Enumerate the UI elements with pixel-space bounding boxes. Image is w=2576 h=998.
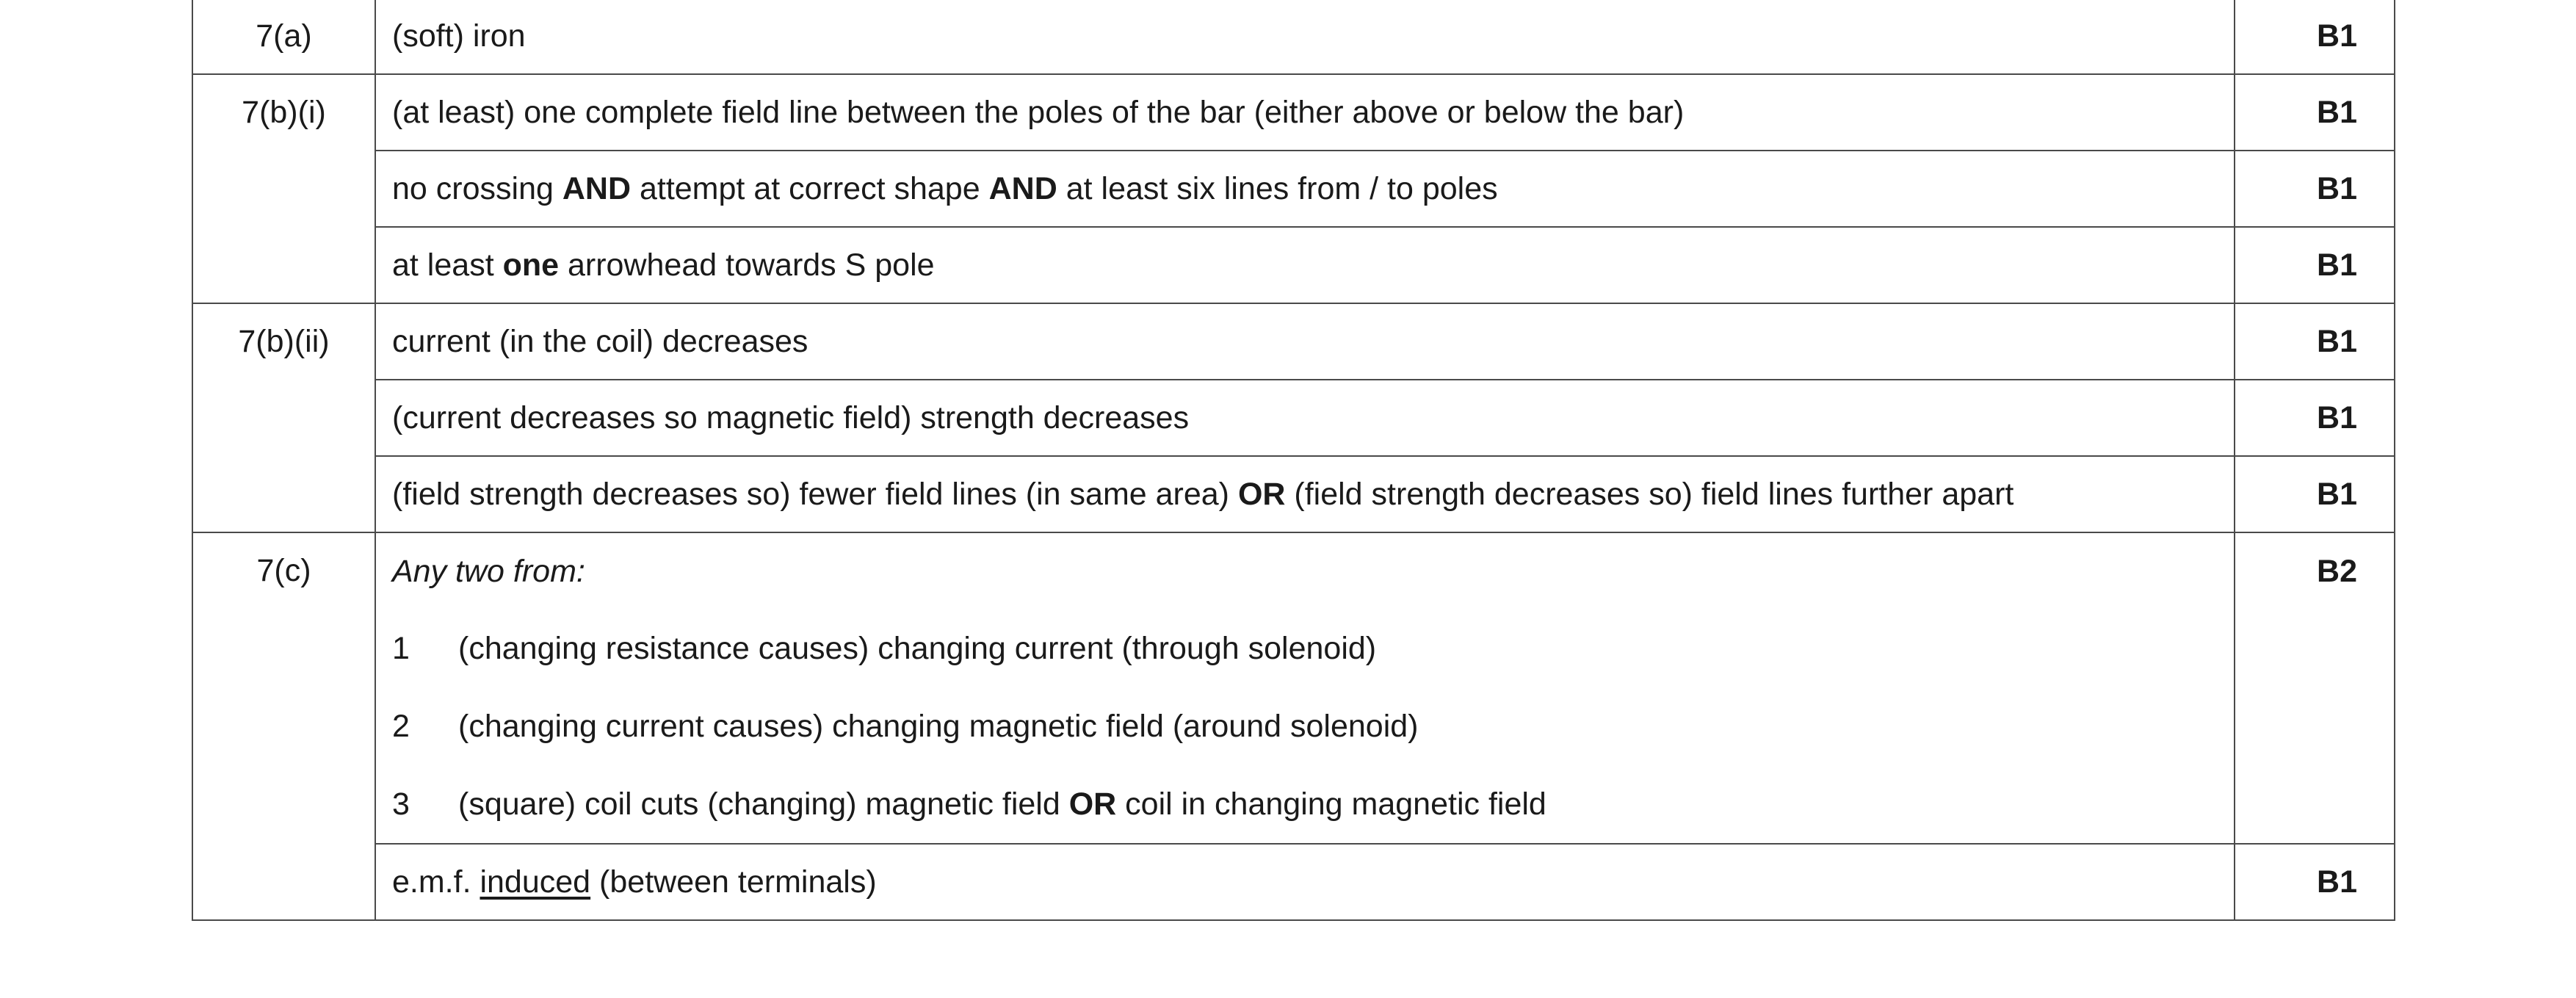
table-row xyxy=(192,303,2395,380)
table-row xyxy=(192,227,2395,303)
answer-text: (at least) one complete field line between the poles of the bar (either above or below the bar) xyxy=(392,95,1685,130)
answer-text: (soft) iron xyxy=(392,18,526,54)
answer-text: (current decreases so magnetic field) strength decreases xyxy=(392,400,1190,435)
mark-scheme-table xyxy=(192,0,2395,921)
question-number: 7(c) xyxy=(192,532,375,920)
mark-cell: B1 xyxy=(2235,0,2395,74)
table-row xyxy=(192,151,2395,227)
answer-cell xyxy=(375,456,2235,532)
answer-cell xyxy=(375,844,2235,920)
mark-scheme-page xyxy=(192,0,2394,921)
answer-text-part: arrowhead towards S pole xyxy=(559,247,935,283)
mark-cell: B2 xyxy=(2235,532,2395,844)
answer-text-part: coil in changing magnetic field xyxy=(1116,787,1546,822)
question-number: 7(b)(i) xyxy=(192,74,375,303)
list-number: 1 xyxy=(392,631,410,666)
table-row xyxy=(192,532,2395,844)
answer-text-part: no crossing xyxy=(392,171,562,206)
list-item xyxy=(392,610,2234,687)
mark-cell: B1 xyxy=(2235,456,2395,532)
answer-text-part: at least six lines from / to poles xyxy=(1057,171,1498,206)
question-number: 7(a) xyxy=(192,0,375,74)
answer-text xyxy=(392,171,1498,206)
list-number: 2 xyxy=(392,709,410,744)
answer-text-part: (square) coil cuts (changing) magnetic field xyxy=(458,787,1069,822)
keyword-and: AND xyxy=(988,171,1057,206)
answer-cell xyxy=(375,380,2235,456)
answer-cell xyxy=(375,151,2235,227)
mark-cell: B1 xyxy=(2235,844,2395,920)
keyword-or: OR xyxy=(1237,477,1286,512)
answer-cell xyxy=(375,532,2235,844)
answer-cell xyxy=(375,303,2235,380)
question-number: 7(b)(ii) xyxy=(192,303,375,532)
table-row xyxy=(192,0,2395,74)
keyword-induced: induced xyxy=(480,864,591,900)
table-row xyxy=(192,74,2395,151)
keyword-and: AND xyxy=(562,171,632,206)
answer-text xyxy=(392,247,935,283)
answer-cell xyxy=(375,74,2235,151)
mark-cell: B1 xyxy=(2235,74,2395,151)
keyword-or: OR xyxy=(1068,787,1117,822)
answer-text xyxy=(392,477,2014,512)
mark-cell: B1 xyxy=(2235,303,2395,380)
answer-text-part: (changing current causes) changing magnetic field (around solenoid) xyxy=(458,709,1419,744)
mark-cell: B1 xyxy=(2235,151,2395,227)
mark-cell: B1 xyxy=(2235,380,2395,456)
mark-cell: B1 xyxy=(2235,227,2395,303)
list-item xyxy=(392,765,2234,843)
list-item xyxy=(392,687,2234,765)
answer-text-part: (between terminals) xyxy=(590,864,877,900)
answer-text: current (in the coil) decreases xyxy=(392,324,808,359)
answer-text-part: (field strength decreases so) fewer field lines (in same area) xyxy=(392,477,1238,512)
answer-text-part: e.m.f. xyxy=(392,864,480,900)
answer-text-part: at least xyxy=(392,247,503,283)
answer-cell xyxy=(375,227,2235,303)
keyword-one: one xyxy=(502,247,560,283)
answer-text-part: attempt at correct shape xyxy=(631,171,989,206)
answer-text-part: (field strength decreases so) field lines further apart xyxy=(1285,477,2014,512)
list-number: 3 xyxy=(392,787,410,822)
answer-cell xyxy=(375,0,2235,74)
table-row xyxy=(192,456,2395,532)
table-row xyxy=(192,380,2395,456)
table-row xyxy=(192,844,2395,920)
answer-text xyxy=(392,864,877,900)
answer-intro: Any two from: xyxy=(392,554,585,589)
answer-text-part: (changing resistance causes) changing current (through solenoid) xyxy=(458,631,1377,666)
